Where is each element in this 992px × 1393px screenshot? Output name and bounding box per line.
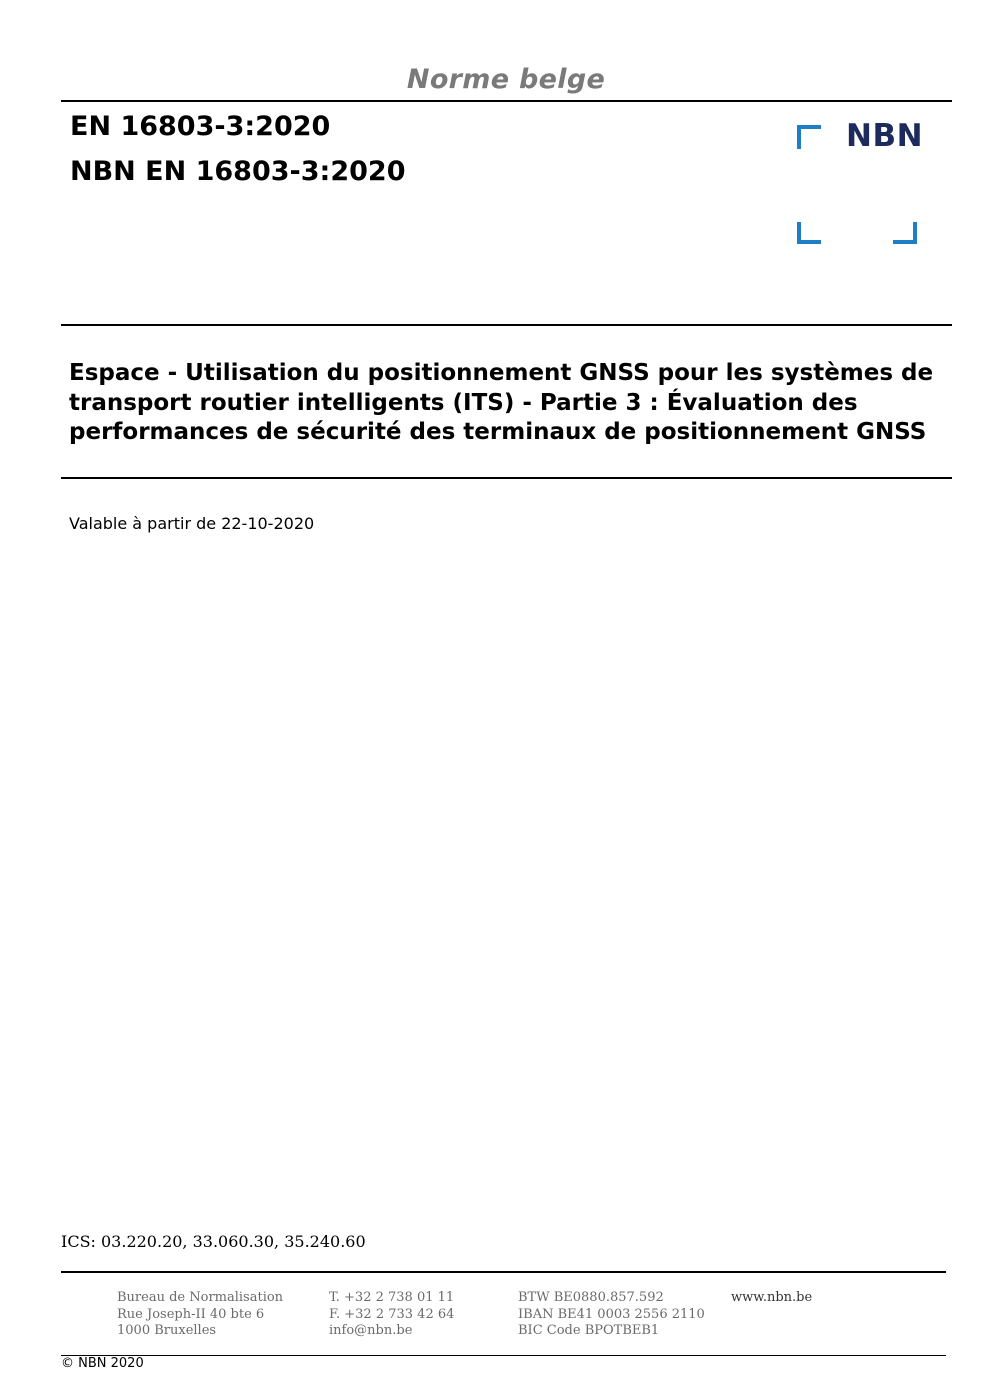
website-link: www.nbn.be [731,1290,813,1305]
copyright: © NBN 2020 [61,1356,144,1371]
footer-line: BTW BE0880.857.592 [518,1290,664,1305]
footer-website [731,1290,812,1307]
footer-line: Rue Joseph-II 40 bte 6 [117,1306,265,1322]
footer-bottom-divider [61,1355,946,1356]
footer-address [117,1290,283,1340]
ics-codes: ICS: 03.220.20, 33.060.30, 35.240.60 [61,1232,366,1251]
footer-line: 1000 Bruxelles [117,1323,217,1338]
footer-email: info@nbn.be [329,1323,413,1338]
logo-corner-top-left-icon [797,125,823,151]
logo-corner-bottom-right-icon [893,220,919,246]
document-title [69,359,959,448]
title-line: transport routier intelligents (ITS) - Partie 3 : Évaluation des [69,389,858,416]
footer-phone: T. +32 2 738 01 11 [329,1290,455,1305]
validity-date: Valable à partir de 22-10-2020 [69,514,315,533]
standard-code-en: EN 16803-3:2020 [70,111,331,142]
title-bottom-divider [61,477,952,479]
header-divider [61,100,952,102]
title-line: performances de sécurité des terminaux de positionnement GNSS [69,419,927,445]
title-top-divider [61,324,952,326]
document-type-heading: Norme belge [406,64,606,95]
footer-line: IBAN BE41 0003 2556 2110 [518,1306,705,1322]
logo-corner-bottom-left-icon [797,220,823,246]
footer-line: BIC Code BPOTBEB1 [518,1323,660,1338]
title-line: Espace - Utilisation du positionnement GNSS pour les systèmes de [69,360,934,386]
footer-contact [329,1290,454,1340]
footer-fax: F. +32 2 733 42 64 [329,1306,455,1322]
footer-top-divider [61,1271,946,1273]
footer-line: Bureau de Normalisation [117,1290,284,1305]
footer-bank [518,1290,705,1340]
standard-code-nbn: NBN EN 16803-3:2020 [70,156,406,187]
logo-wordmark: NBN [846,118,924,154]
